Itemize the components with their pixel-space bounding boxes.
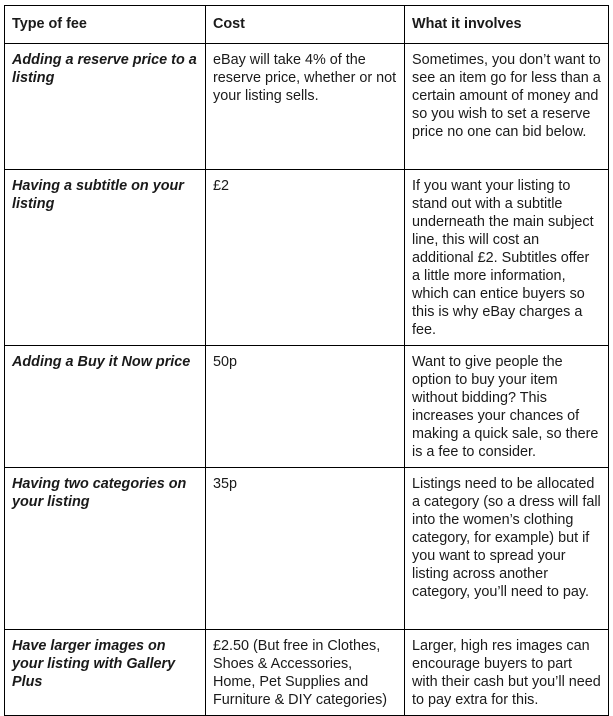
- fee-cost-cell: £2.50 (But free in Clothes, Shoes & Accessories, Home, Pet Supplies and Furniture & DIY categories): [206, 630, 405, 716]
- fee-description-cell: Want to give people the option to buy your item without bidding? This increases your chances of making a quick sale, so there is a fee to consider.: [405, 346, 609, 468]
- fee-type-cell: Have larger images on your listing with Gallery Plus: [5, 630, 206, 716]
- header-type-of-fee: Type of fee: [5, 6, 206, 44]
- fee-cost-cell: eBay will take 4% of the reserve price, whether or not your listing sells.: [206, 44, 405, 170]
- fee-cost-cell: 50p: [206, 346, 405, 468]
- fee-type-cell: Adding a Buy it Now price: [5, 346, 206, 468]
- fee-cost-cell: 35p: [206, 468, 405, 630]
- table-row: [5, 630, 609, 716]
- table-row: [5, 346, 609, 468]
- fee-type-cell: Having two categories on your listing: [5, 468, 206, 630]
- fee-type-cell: Adding a reserve price to a listing: [5, 44, 206, 170]
- fee-cost-cell: £2: [206, 170, 405, 346]
- table-row: [5, 170, 609, 346]
- header-what-it-involves: What it involves: [405, 6, 609, 44]
- fees-table: [4, 5, 609, 716]
- fee-description-cell: Listings need to be allocated a category (so a dress will fall into the women’s clothing category, for example) but if you want to spread your listing across another category, you’ll need to pay.: [405, 468, 609, 630]
- table-header-row: [5, 6, 609, 44]
- fee-type-cell: Having a subtitle on your listing: [5, 170, 206, 346]
- fee-description-cell: Sometimes, you don’t want to see an item go for less than a certain amount of money and so you wish to set a reserve price no one can bid below.: [405, 44, 609, 170]
- table-row: [5, 44, 609, 170]
- table-row: [5, 468, 609, 630]
- fee-description-cell: Larger, high res images can encourage buyers to part with their cash but you’ll need to pay extra for this.: [405, 630, 609, 716]
- fee-description-cell: If you want your listing to stand out with a subtitle underneath the main subject line, this will cost an additional £2. Subtitles offer a little more information, which can entice buyers so this is why eBay charges a fee.: [405, 170, 609, 346]
- header-cost: Cost: [206, 6, 405, 44]
